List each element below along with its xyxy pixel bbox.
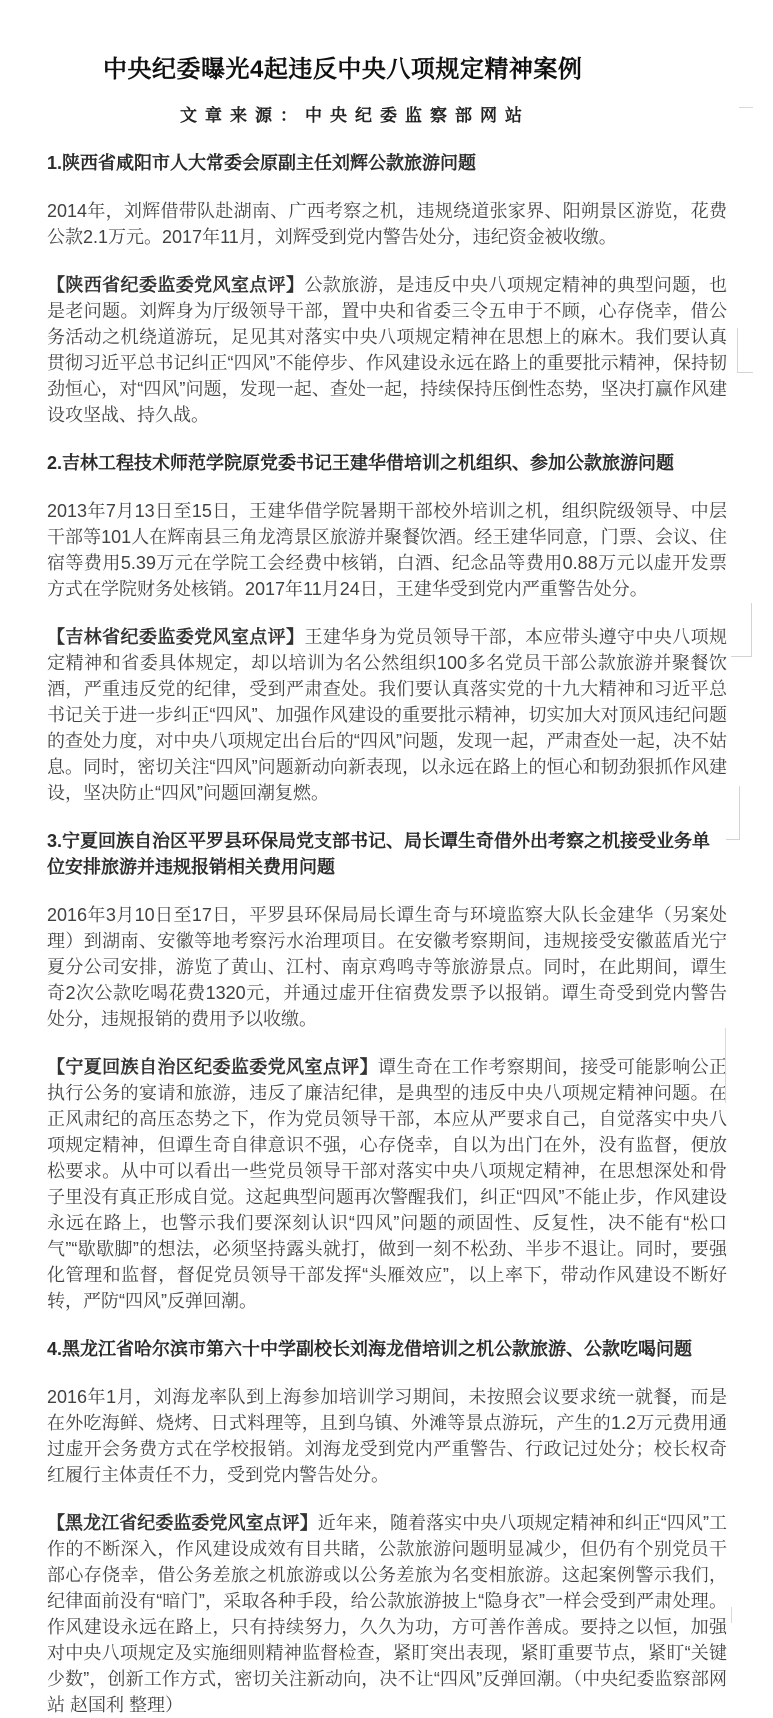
comment-label: 【陕西省纪委监委党风室点评】 (47, 275, 305, 295)
case-section-4 (47, 1336, 727, 1718)
comment-text: 王建华身为党员领导干部，本应带头遵守中央八项规定精神和省委具体规定，却以培训为名公然组织100多名党员干部公款旅游并聚餐饮酒，严重违反党的纪律，受到严肃查处。我们要认真落实党的十九大精神和习近平总书记关于进一步纠正“四风”、加强作风建设的重要批示精神，切实加大对顶风违纪问题的查处力度，对中央八项规定出台后的“四风”问题，发现一起，严肃查处一起，决不姑息。同时，密切关注“四风”问题新动向新表现，以永远在路上的恒心和韧劲狠抓作风建设，坚决防止“四风”问题回潮复燃。 (47, 627, 728, 803)
page-artifact (731, 603, 752, 657)
case-section-2 (47, 450, 727, 806)
case-comment-paragraph (47, 624, 727, 806)
comment-text: 公款旅游，是违反中央八项规定精神的典型问题，也是老问题。刘辉身为厅级领导干部，置中央和省委三令五申于不顾，心存侥幸，借公务活动之机绕道游玩，足见其对落实中央八项规定精神在思想上的麻木。我们要认真贯彻习近平总书记纠正“四风”不能停步、作风建设永远在路上的重要批示精神，保持韧劲恒心，对“四风”问题，发现一起、查处一起，持续保持压倒性态势，坚决打赢作风建设攻坚战、持久战。 (47, 275, 728, 425)
case-heading: 3.宁夏回族自治区平罗县环保局党支部书记、局长谭生奇借外出考察之机接受业务单位安排旅游并违规报销相关费用问题 (47, 831, 711, 877)
page-artifact (737, 328, 753, 373)
case-fact-paragraph: 2014年，刘辉借带队赴湖南、广西考察之机，违规绕道张家界、阳朔景区游览，花费公款2.1万元。2017年11月，刘辉受到党内警告处分，违纪资金被收缴。 (47, 201, 727, 247)
case-section-3 (47, 828, 727, 1314)
page-artifact (739, 107, 753, 108)
page-artifact (731, 1607, 732, 1623)
case-section-1 (47, 150, 727, 428)
case-fact-paragraph: 2016年1月，刘海龙率队到上海参加培训学习期间，未按照会议要求统一就餐，而是在外吃海鲜、烧烤、日式料理等，且到乌镇、外滩等景点游玩，产生的1.2万元费用通过虚开会务费方式在学校报销。刘海龙受到党内严重警告、行政记过处分；校长权奇红履行主体责任不力，受到党内警告处分。 (47, 1387, 727, 1485)
case-comment-paragraph (47, 272, 727, 428)
case-fact-paragraph: 2013年7月13日至15日，王建华借学院暑期干部校外培训之机，组织院级领导、中层干部等101人在辉南县三角龙湾景区旅游并聚餐饮酒。经王建华同意，门票、会议、住宿等费用5.39万元在学院工会经费中核销，白酒、纪念品等费用0.88万元以虚开发票方式在学院财务处核销。2017年11月24日，王建华受到党内严重警告处分。 (47, 501, 727, 599)
article-source-line: 文章来源：中央纪委监察部网站 (180, 106, 530, 125)
case-comment-paragraph (47, 1510, 727, 1718)
case-heading: 2.吉林工程技术师范学院原党委书记王建华借培训之机组织、参加公款旅游问题 (47, 453, 675, 473)
comment-text: 谭生奇在工作考察期间，接受可能影响公正执行公务的宴请和旅游，违反了廉洁纪律，是典型的违反中央八项规定精神问题。在正风肃纪的高压态势之下，作为党员领导干部，本应从严要求自己，自觉落实中央八项规定精神，但谭生奇自律意识不强，心存侥幸，自以为出门在外，没有监督，便放松要求。从中可以看出一些党员领导干部对落实中央八项规定精神，在思想深处和骨子里没有真正形成自觉。这起典型问题再次警醒我们，纠正“四风”不能止步，作风建设永远在路上，也警示我们要深刻认识“四风”问题的顽固性、反复性，决不能有“松口气”“歇歇脚”的想法，必须坚持露头就打，做到一刻不松劲、半步不退让。同时，要强化管理和监督，督促党员领导干部发挥“头雁效应”，以上率下，带动作风建设不断好转，严防“四风”反弹回潮。 (47, 1057, 727, 1311)
comment-label: 【黑龙江省纪委监委党风室点评】 (47, 1513, 318, 1533)
case-fact-paragraph: 2016年3月10日至17日，平罗县环保局局长谭生奇与环境监察大队长金建华（另案处理）到湖南、安徽等地考察污水治理项目。在安徽考察期间，违规接受安徽蓝盾光宁夏分公司安排，游览了黄山、江村、南京鸡鸣寺等旅游景点。同时，在此期间，谭生奇2次公款吃喝花费1320元，并通过虚开住宿费发票予以报销。谭生奇受到党内警告处分，违规报销的费用予以收缴。 (47, 905, 727, 1029)
page-title: 中央纪委曝光4起违反中央八项规定精神案例 (103, 56, 583, 83)
case-heading: 4.黑龙江省哈尔滨市第六十中学副校长刘海龙借培训之机公款旅游、公款吃喝问题 (47, 1339, 693, 1359)
comment-label: 【宁夏回族自治区纪委监委党风室点评】 (47, 1057, 378, 1077)
comment-label: 【吉林省纪委监委党风室点评】 (47, 627, 305, 647)
page-artifact (726, 786, 740, 840)
case-heading: 1.陕西省咸阳市人大常委会原副主任刘辉公款旅游问题 (47, 153, 477, 173)
comment-text: 近年来，随着落实中央八项规定精神和纠正“四风”工作的不断深入，作风建设成效有目共睹，公款旅游问题明显减少，但仍有个别党员干部心存侥幸，借公务差旅之机旅游或以公务差旅为名变相旅游。这起案例警示我们，纪律面前没有“暗门”，采取各种手段，给公款旅游披上“隐身衣”一样会受到严肃处理。作风建设永远在路上，只有持续努力，久久为功，方可善作善成。要持之以恒，加强对中央八项规定及实施细则精神监督检查，紧盯突出表现，紧盯重要节点，紧盯“关键少数”，创新工作方式，密切关注新动向，决不让“四风”反弹回潮。（中央纪委监察部网站 赵国利 整理） (47, 1513, 727, 1715)
case-comment-paragraph (47, 1054, 727, 1314)
